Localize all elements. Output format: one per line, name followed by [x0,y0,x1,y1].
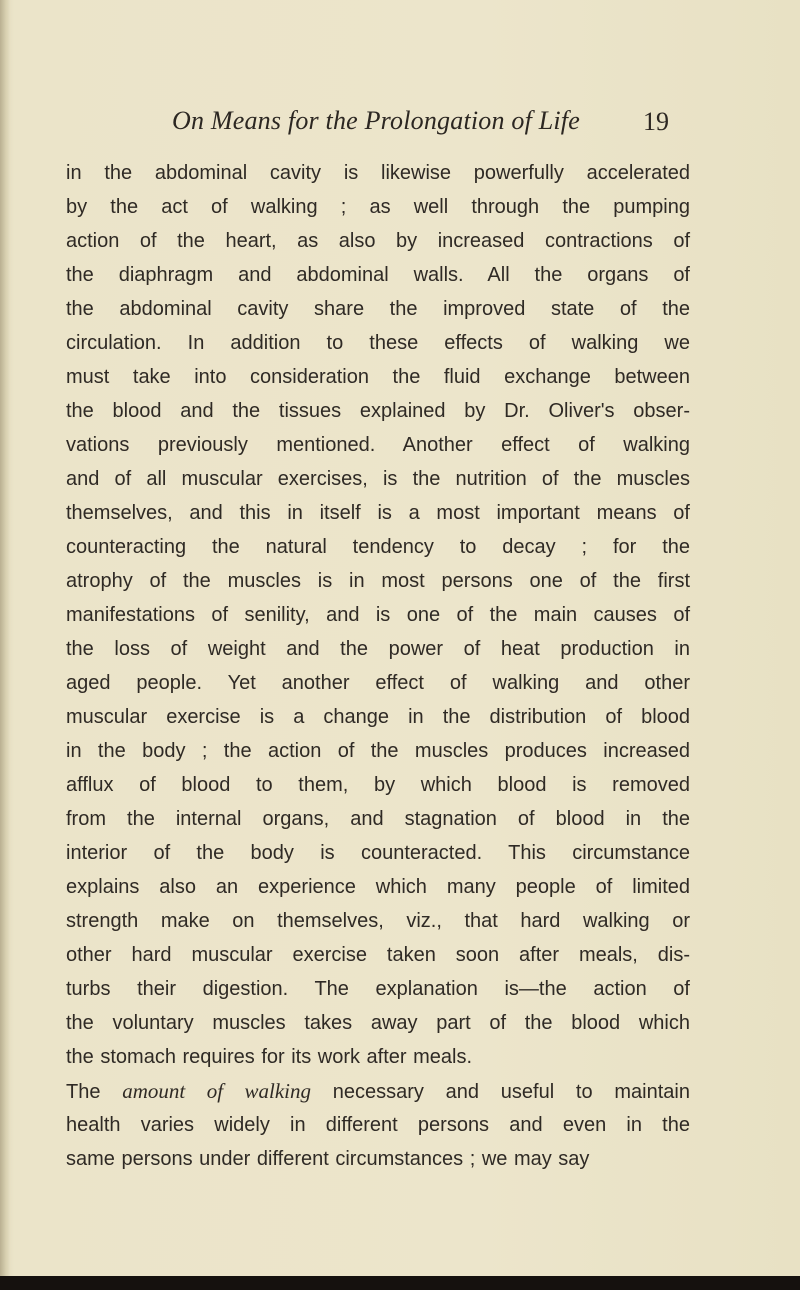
text-line: from the internal organs, and stagnation of blood in the [66,808,690,830]
paragraph-prefix: The [66,1081,101,1103]
page-gutter-shadow [0,0,10,1290]
text-line: explains also an experience which many people of limited [66,876,690,898]
text-line: muscular exercise is a change in the distribution of blood [66,706,690,728]
text-line: other hard muscular exercise taken soon after meals, dis- [66,944,690,966]
text-line: the diaphragm and abdominal walls. All the organs of [66,264,690,286]
text-line: the blood and the tissues explained by Dr. Oliver's obser- [66,400,690,422]
text-line: by the act of walking ; as well through the pumping [66,196,690,218]
text-line: counteracting the natural tendency to decay ; for the [66,536,690,558]
text-line: vations previously mentioned. Another effect of walking [66,434,690,456]
paragraph-opening-line [66,1074,690,1108]
text-line: aged people. Yet another effect of walking and other [66,672,690,694]
text-line: strength make on themselves, viz., that hard walking or [66,910,690,932]
text-line: health varies widely in different persons and even in the [66,1114,690,1136]
text-line: themselves, and this in itself is a most important means of [66,502,690,524]
text-line: the voluntary muscles takes away part of the blood which [66,1012,690,1034]
text-line: the stomach requires for its work after meals. [66,1046,473,1068]
text-line: in the abdominal cavity is likewise powerfully accelerated [66,162,690,184]
text-line: atrophy of the muscles is in most persons one of the first [66,570,690,592]
paragraph-suffix: necessary and useful to maintain [332,1081,690,1103]
text-line: afflux of blood to them, by which blood is removed [66,774,690,796]
text-line: in the body ; the action of the muscles produces increased [66,740,690,762]
text-line: action of the heart, as also by increased contractions of [66,230,690,252]
emphasized-phrase: amount of walking [122,1079,311,1103]
scan-bottom-edge [0,1276,800,1290]
body-text [66,156,690,1176]
page-header [0,100,800,140]
running-head: On Means for the Prolongation of Life [172,106,580,135]
text-line: same persons under different circumstances ; we may say [66,1148,590,1170]
text-line: the abdominal cavity share the improved state of the [66,298,690,320]
text-line: turbs their digestion. The explanation is—the action of [66,978,690,1000]
text-line: and of all muscular exercises, is the nutrition of the muscles [66,468,690,490]
page-number: 19 [643,107,669,136]
text-line: circulation. In addition to these effects of walking we [66,332,690,354]
text-line: interior of the body is counteracted. This circumstance [66,842,690,864]
text-line: the loss of weight and the power of heat production in [66,638,690,660]
text-line: must take into consideration the fluid exchange between [66,366,690,388]
text-line: manifestations of senility, and is one of the main causes of [66,604,690,626]
